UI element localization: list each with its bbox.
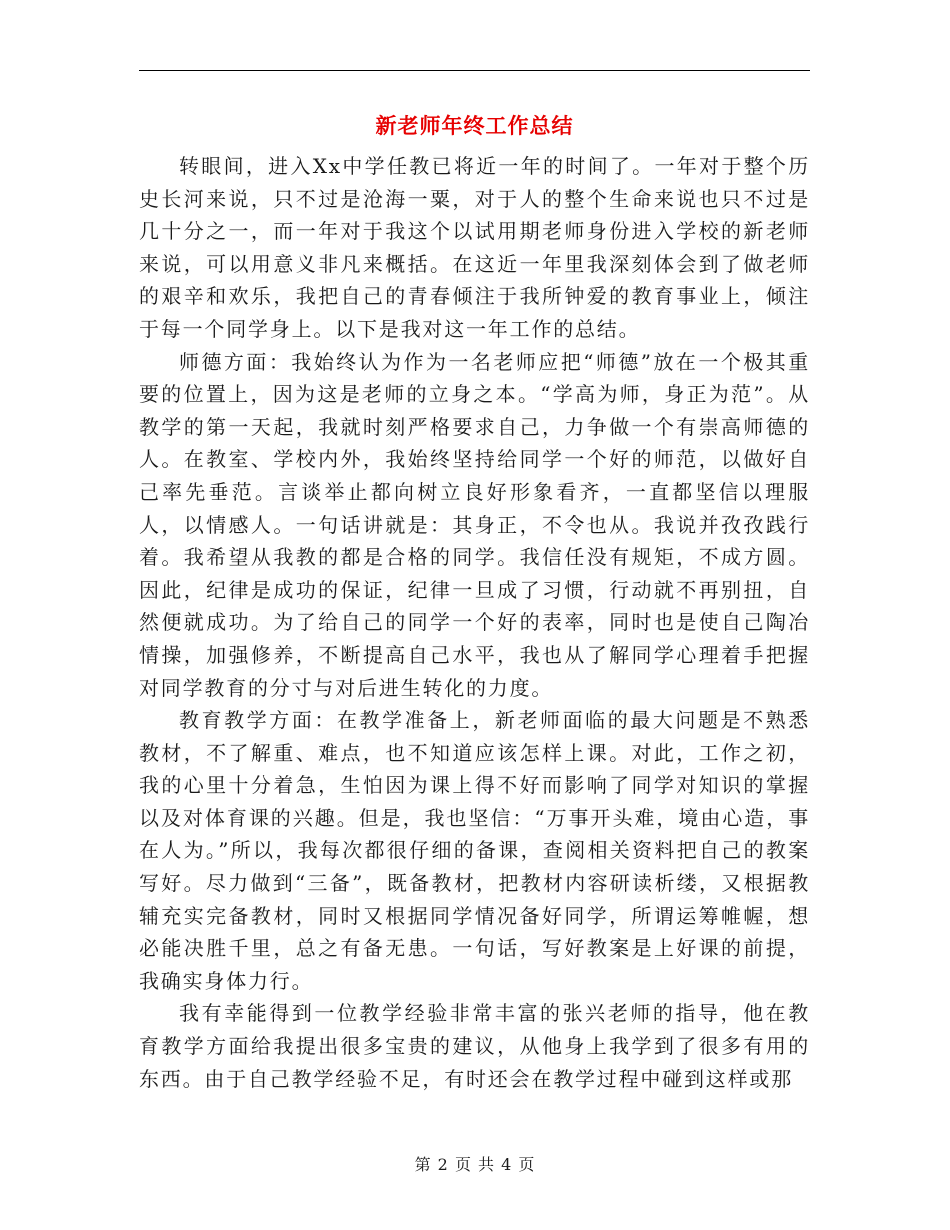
document-body xyxy=(139,150,810,1095)
page-number-footer: 第 2 页 共 4 页 xyxy=(414,1155,536,1174)
header-rule xyxy=(139,70,810,71)
paragraph-intro: 转眼间，进入Xx中学任教已将近一年的时间了。一年对于整个历史长河来说，只不过是沧海一粟，对于人的整个生命来说也只不过是几十分之一，而一年对于我这个以试用期老师身份进入学校的新老师来说，可以用意义非凡来概括。在这近一年里我深刻体会到了做老师的艰辛和欢乐，我把自己的青春倾注于我所钟爱的教育事业上，倾注于每一个同学身上。以下是我对这一年工作的总结。 xyxy=(139,154,810,341)
paragraph-ethics: 师德方面：我始终认为作为一名老师应把“师德”放在一个极其重要的位置上，因为这是老师的立身之本。“学高为师，身正为范”。从教学的第一天起，我就时刻严格要求自己，力争做一个有崇高师德的人。在教室、学校内外，我始终坚持给同学一个好的师范，以做好自己率先垂范。言谈举止都向树立良好形象看齐，一直都坚信以理服人，以情感人。一句话讲就是：其身正，不令也从。我说并孜孜践行着。我希望从我教的都是合格的同学。我信任没有规矩，不成方圆。因此，纪律是成功的保证，纪律一旦成了习惯，行动就不再别扭，自然便就成功。为了给自己的同学一个好的表率，同时也是使自己陶冶情操，加强修养，不断提高自己水平，我也从了解同学心理着手把握对同学教育的分寸与对后进生转化的力度。 xyxy=(139,349,810,700)
paragraph-mentor: 我有幸能得到一位教学经验非常丰富的张兴老师的指导，他在教育教学方面给我提出很多宝贵的建议，从他身上我学到了很多有用的东西。由于自己教学经验不足，有时还会在教学过程中碰到这样或那 xyxy=(139,1001,810,1091)
paragraph-teaching: 教育教学方面：在教学准备上，新老师面临的最大问题是不熟悉教材，不了解重、难点，也不知道应该怎样上课。对此，工作之初，我的心里十分着急，生怕因为课上得不好而影响了同学对知识的掌握以及对体育课的兴趣。但是，我也坚信：“万事开头难，境由心造，事在人为。”所以，我每次都很仔细的备课，查阅相关资料把自己的教案写好。尽力做到“三备”，既备教材，把教材内容研读析缕，又根据教辅充实完备教材，同时又根据同学情况备好同学，所谓运筹帷幄，想必能决胜千里，总之有备无患。一句话，写好教案是上好课的前提，我确实身体力行。 xyxy=(139,708,810,993)
document-title: 新老师年终工作总结 xyxy=(375,113,574,138)
